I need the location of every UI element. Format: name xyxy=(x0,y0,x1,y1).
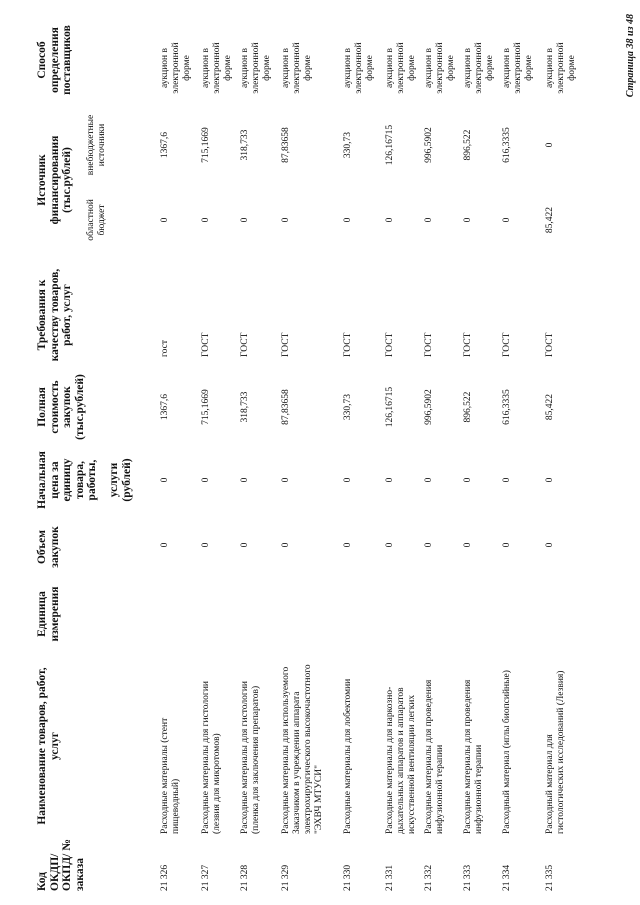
row-code: 21 333 xyxy=(463,864,473,891)
row-name: Расходный материал для гистологических исследований (Лезвия) xyxy=(545,670,566,834)
header-volume: Объем закупок xyxy=(36,526,61,568)
row-full-cost: 616,3335 xyxy=(502,389,512,425)
row-full-cost: 330,73 xyxy=(343,393,353,421)
row-price: 0 xyxy=(502,477,512,483)
row-code: 21 327 xyxy=(201,864,211,891)
header-full-cost: Полная стоимость закупок (тыс.рублей) xyxy=(36,374,86,440)
row-funding-extra: 0 xyxy=(545,142,555,148)
row-funding-regional: 0 xyxy=(502,217,512,223)
table-row xyxy=(385,0,415,905)
row-name: Расходные материалы для наркозно-дыхательных аппаратов и аппаратов искусственной вентиляции легких xyxy=(385,686,417,834)
table-row xyxy=(502,0,532,905)
header-price: Начальная цена за единицу товара, работы, xyxy=(36,451,98,509)
row-name: Расходный материал (иглы биопсийные) xyxy=(502,670,512,834)
row-requirements: ГОСТ xyxy=(201,332,211,357)
row-method: аукцион в электронной форме xyxy=(240,42,272,94)
row-full-cost: 1367,6 xyxy=(160,393,170,421)
row-volume: 0 xyxy=(502,542,512,548)
table-row xyxy=(463,0,493,905)
table-row xyxy=(240,0,270,905)
row-volume: 0 xyxy=(201,542,211,548)
row-price: 0 xyxy=(424,477,434,483)
row-method: аукцион в электронной форме xyxy=(160,42,192,94)
table-row xyxy=(281,0,324,905)
row-funding-extra: 996,5902 xyxy=(424,127,434,163)
row-volume: 0 xyxy=(281,542,291,548)
table-row xyxy=(424,0,454,905)
row-method: аукцион в электронной форме xyxy=(424,42,456,94)
row-price: 0 xyxy=(343,477,353,483)
row-full-cost: 318,733 xyxy=(240,391,250,423)
row-full-cost: 87,83658 xyxy=(281,389,291,425)
table-row xyxy=(160,0,190,905)
row-code: 21 328 xyxy=(240,864,250,891)
row-funding-regional: 0 xyxy=(281,217,291,223)
row-requirements: ГОСТ xyxy=(545,332,555,357)
header-funding-extra: внебюджетные источники xyxy=(86,114,107,176)
row-name: Расходные материалы для проведения инфузионной терапии xyxy=(424,679,445,834)
row-volume: 0 xyxy=(545,542,555,548)
row-funding-extra: 715,1669 xyxy=(201,127,211,163)
row-name: Расходные материалы (стент пищеводный) xyxy=(160,717,181,834)
row-code: 21 331 xyxy=(385,864,395,891)
row-method: аукцион в электронной форме xyxy=(343,42,375,94)
row-requirements: гост xyxy=(160,339,170,357)
row-volume: 0 xyxy=(343,542,353,548)
row-code: 21 326 xyxy=(160,864,170,891)
header-name: Наименование товаров, работ, услуг xyxy=(36,667,61,825)
row-name: Расходные материалы для используемого Заказчиком в учреждении аппарата электрохирургического высокочастотного "ЭХВЧ МТУСИ" xyxy=(281,664,324,834)
row-funding-extra: 330,73 xyxy=(343,131,353,159)
row-funding-regional: 0 xyxy=(424,217,434,223)
row-funding-extra: 1367,6 xyxy=(160,131,170,159)
row-funding-extra: 896,522 xyxy=(463,129,473,161)
row-requirements: ГОСТ xyxy=(240,332,250,357)
row-funding-regional: 0 xyxy=(201,217,211,223)
header-code: Код ОКДП/ ОКПД/ № заказа xyxy=(36,839,86,891)
row-volume: 0 xyxy=(385,542,395,548)
row-price: 0 xyxy=(240,477,250,483)
table-row xyxy=(545,0,575,905)
row-price: 0 xyxy=(281,477,291,483)
row-funding-regional: 0 xyxy=(240,217,250,223)
row-code: 21 334 xyxy=(502,864,512,891)
table-row xyxy=(343,0,373,905)
row-requirements: ГОСТ xyxy=(463,332,473,357)
row-name: Расходные материалы для лобектомии xyxy=(343,678,353,834)
row-code: 21 329 xyxy=(281,864,291,891)
row-requirements: ГОСТ xyxy=(502,332,512,357)
row-funding-extra: 616,3335 xyxy=(502,127,512,163)
row-volume: 0 xyxy=(240,542,250,548)
header-funding: Источник финансирования (тыс.рублей) xyxy=(36,135,73,225)
row-requirements: ГОСТ xyxy=(385,332,395,357)
row-volume: 0 xyxy=(424,542,434,548)
row-code: 21 332 xyxy=(424,864,434,891)
row-volume: 0 xyxy=(160,542,170,548)
row-funding-regional: 0 xyxy=(343,217,353,223)
row-funding-regional: 0 xyxy=(160,217,170,223)
header-funding-regional: областной бюджет xyxy=(86,199,107,241)
row-funding-regional: 85,422 xyxy=(545,206,555,234)
row-method: аукцион в электронной форме xyxy=(463,42,495,94)
row-requirements: ГОСТ xyxy=(281,332,291,357)
row-funding-regional: 0 xyxy=(463,217,473,223)
row-funding-extra: 318,733 xyxy=(240,129,250,161)
row-code: 21 330 xyxy=(343,864,353,891)
row-funding-extra: 87,83658 xyxy=(281,127,291,163)
row-full-cost: 896,522 xyxy=(463,391,473,423)
row-method: аукцион в электронной форме xyxy=(281,42,313,94)
header-requirements: Требования к качеству товаров, работ, услуг xyxy=(36,268,73,362)
row-funding-regional: 0 xyxy=(385,217,395,223)
row-requirements: ГОСТ xyxy=(343,332,353,357)
row-price: 0 xyxy=(385,477,395,483)
row-method: аукцион в электронной форме xyxy=(385,42,417,94)
row-price: 0 xyxy=(160,477,170,483)
page-number: Страница 38 из 48 xyxy=(625,14,636,98)
row-method: аукцион в электронной форме xyxy=(201,42,233,94)
table-row xyxy=(201,0,231,905)
row-full-cost: 85,422 xyxy=(545,393,555,421)
row-name: Расходные материалы для гистологии (лезвия для микротомов) xyxy=(201,681,222,834)
row-name: Расходные материалы для проведения инфузионной терапии xyxy=(463,679,484,834)
row-full-cost: 715,1669 xyxy=(201,389,211,425)
row-requirements: ГОСТ xyxy=(424,332,434,357)
row-method: аукцион в электронной форме xyxy=(502,42,534,94)
header-price-bottom: услуги (рублей) xyxy=(108,458,133,502)
row-price: 0 xyxy=(545,477,555,483)
row-full-cost: 126,16715 xyxy=(385,386,395,428)
header-method: Способ определения поставщиков xyxy=(36,25,73,95)
row-price: 0 xyxy=(201,477,211,483)
row-price: 0 xyxy=(463,477,473,483)
row-code: 21 335 xyxy=(545,864,555,891)
row-volume: 0 xyxy=(463,542,473,548)
row-funding-extra: 126,16715 xyxy=(385,124,395,166)
header-unit: Единица измерения xyxy=(36,586,61,642)
row-full-cost: 996,5902 xyxy=(424,389,434,425)
row-method: аукцион в электронной форме xyxy=(545,42,577,94)
row-name: Расходные материалы для гистологии (пленка для заключения препаратов) xyxy=(240,681,261,834)
